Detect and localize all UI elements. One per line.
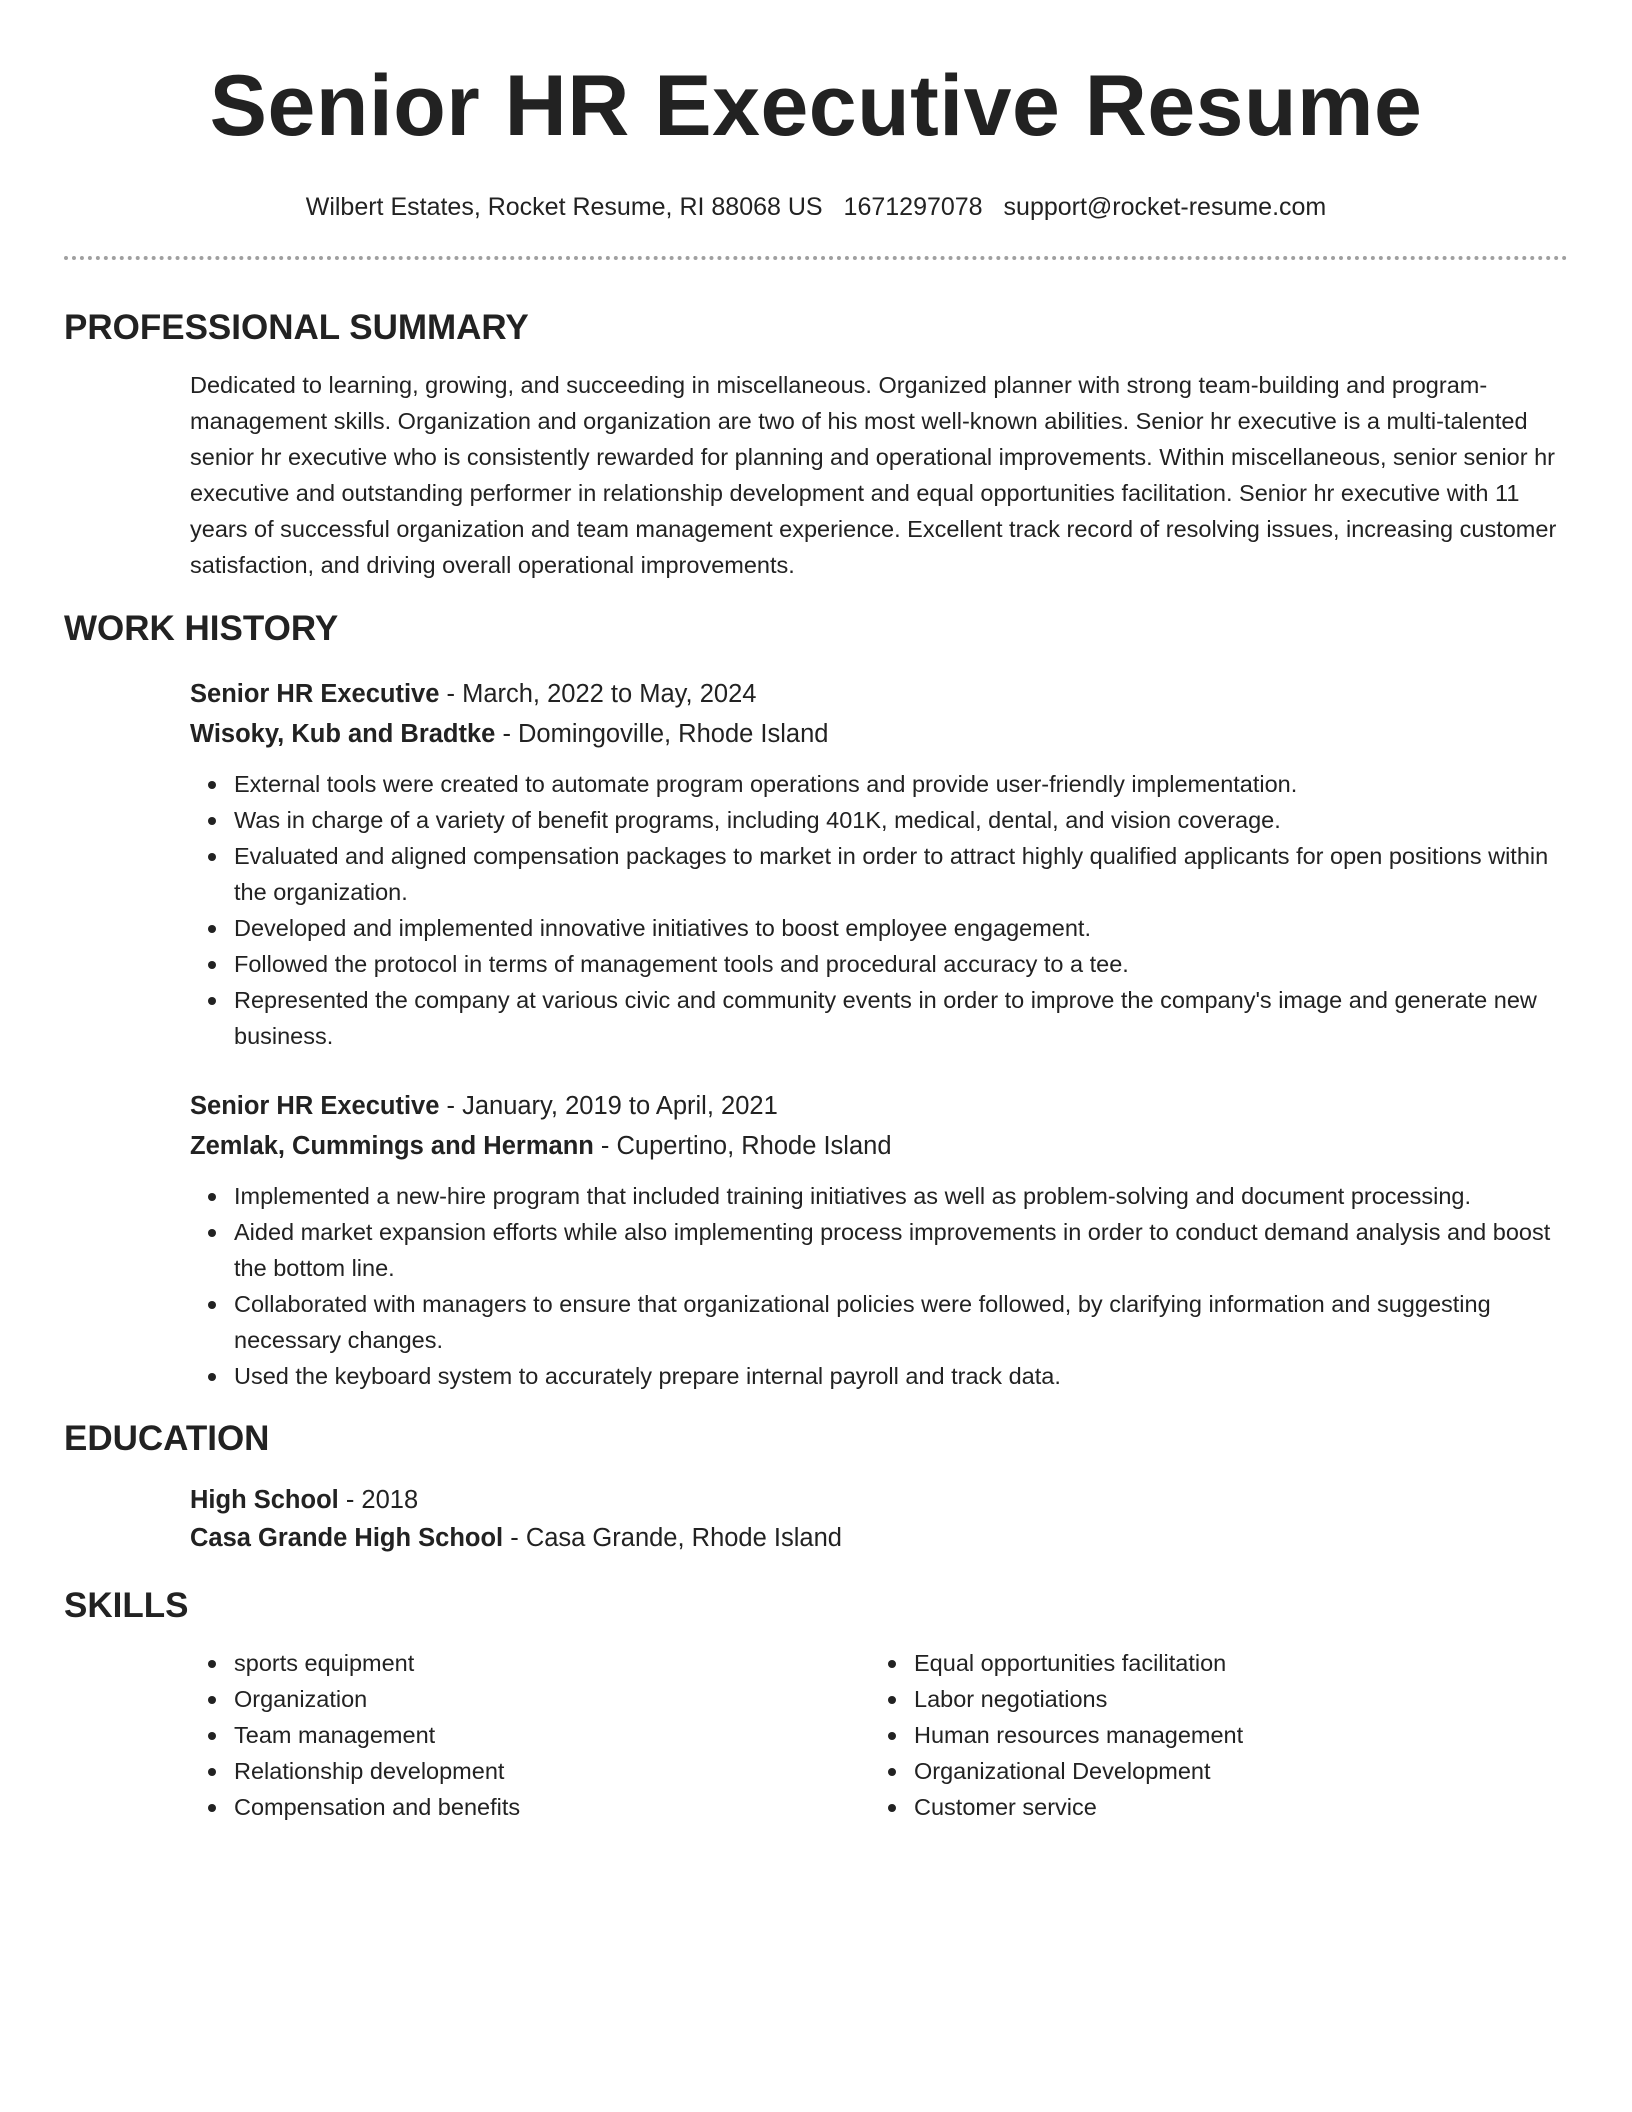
job-company: Wisoky, Kub and Bradtke: [190, 720, 496, 748]
skills-column-left: [234, 1645, 870, 1825]
header-divider: [64, 256, 1568, 260]
summary-text: Dedicated to learning, growing, and succeeding in miscellaneous. Organized planner with strong team-building and program-management skills. Organization and organization are two of his most well-known abilities. Senior hr executive is a multi-talented senior hr executive who is consistently rewarded for planning and operational improvements. Within miscellaneous, senior senior hr executive and outstanding performer in relationship development and equal opportunities facilitation. Senior hr executive with 11 years of successful organization and team management experience. Excellent track record of resolving issues, increasing customer satisfaction, and driving overall operational improvements.: [190, 372, 1557, 578]
job-bullets: [234, 1178, 1568, 1394]
contact-email: support@rocket-resume.com: [1003, 193, 1327, 221]
skill-item: Labor negotiations: [914, 1681, 1550, 1717]
list-item: Followed the protocol in terms of management tools and procedural accuracy to a tee.: [234, 946, 1568, 982]
page-title: Senior HR Executive Resume: [209, 58, 1423, 154]
job-entry: [190, 674, 1568, 1054]
skill-item: Organization: [234, 1681, 870, 1717]
job-bullets: [234, 766, 1568, 1054]
education-entry: [190, 1481, 1568, 1557]
list-item: Was in charge of a variety of benefit programs, including 401K, medical, dental, and vision coverage.: [234, 802, 1568, 838]
job-title: Senior HR Executive: [190, 1092, 440, 1120]
list-item: Evaluated and aligned compensation packages to market in order to attract highly qualified applicants for open positions within the organization.: [234, 838, 1568, 910]
skill-item: sports equipment: [234, 1645, 870, 1681]
job-dates: - January, 2019 to April, 2021: [439, 1092, 778, 1120]
job-title-line: [190, 674, 1568, 714]
list-item: Collaborated with managers to ensure that organizational policies were followed, by clarifying information and suggesting necessary changes.: [234, 1286, 1568, 1358]
list-item: Aided market expansion efforts while also implementing process improvements in order to conduct demand analysis and boost the bottom line.: [234, 1214, 1568, 1286]
job-entry: [190, 1086, 1568, 1394]
skills-column-right: [914, 1645, 1550, 1825]
list-item: Represented the company at various civic and community events in order to improve the company's image and generate new business.: [234, 982, 1568, 1054]
resume-page: [64, 0, 1568, 1825]
skill-item: Equal opportunities facilitation: [914, 1645, 1550, 1681]
skills-heading: SKILLS: [64, 1586, 189, 1625]
list-item: Developed and implemented innovative initiatives to boost employee engagement.: [234, 910, 1568, 946]
skill-item: Team management: [234, 1717, 870, 1753]
job-title: Senior HR Executive: [190, 680, 440, 708]
job-location: - Domingoville, Rhode Island: [495, 720, 829, 748]
education-school-line: [190, 1519, 1568, 1557]
contact-line: [64, 192, 1568, 222]
education-location: - Casa Grande, Rhode Island: [503, 1524, 842, 1552]
education-school: Casa Grande High School: [190, 1524, 504, 1552]
skill-item: Compensation and benefits: [234, 1789, 870, 1825]
list-item: External tools were created to automate program operations and provide user-friendly implementation.: [234, 766, 1568, 802]
contact-address: Wilbert Estates, Rocket Resume, RI 88068 US: [305, 193, 823, 221]
skill-item: Customer service: [914, 1789, 1550, 1825]
summary-heading: PROFESSIONAL SUMMARY: [64, 308, 529, 347]
job-company-line: [190, 1126, 1568, 1166]
list-item: Implemented a new-hire program that included training initiatives as well as problem-solving and document processing.: [234, 1178, 1568, 1214]
list-item: Used the keyboard system to accurately prepare internal payroll and track data.: [234, 1358, 1568, 1394]
skill-item: Relationship development: [234, 1753, 870, 1789]
education-degree-line: [190, 1481, 1568, 1519]
education-heading: EDUCATION: [64, 1419, 270, 1458]
education-degree: High School: [190, 1486, 339, 1514]
skill-item: Organizational Development: [914, 1753, 1550, 1789]
job-company-line: [190, 714, 1568, 754]
job-dates: - March, 2022 to May, 2024: [439, 680, 757, 708]
job-location: - Cupertino, Rhode Island: [593, 1132, 892, 1160]
education-year: - 2018: [338, 1486, 419, 1514]
skills-list: [190, 1645, 1568, 1825]
job-company: Zemlak, Cummings and Hermann: [190, 1132, 594, 1160]
skill-item: Human resources management: [914, 1717, 1550, 1753]
work-history-heading: WORK HISTORY: [64, 609, 339, 648]
contact-phone: 1671297078: [843, 193, 983, 221]
job-title-line: [190, 1086, 1568, 1126]
